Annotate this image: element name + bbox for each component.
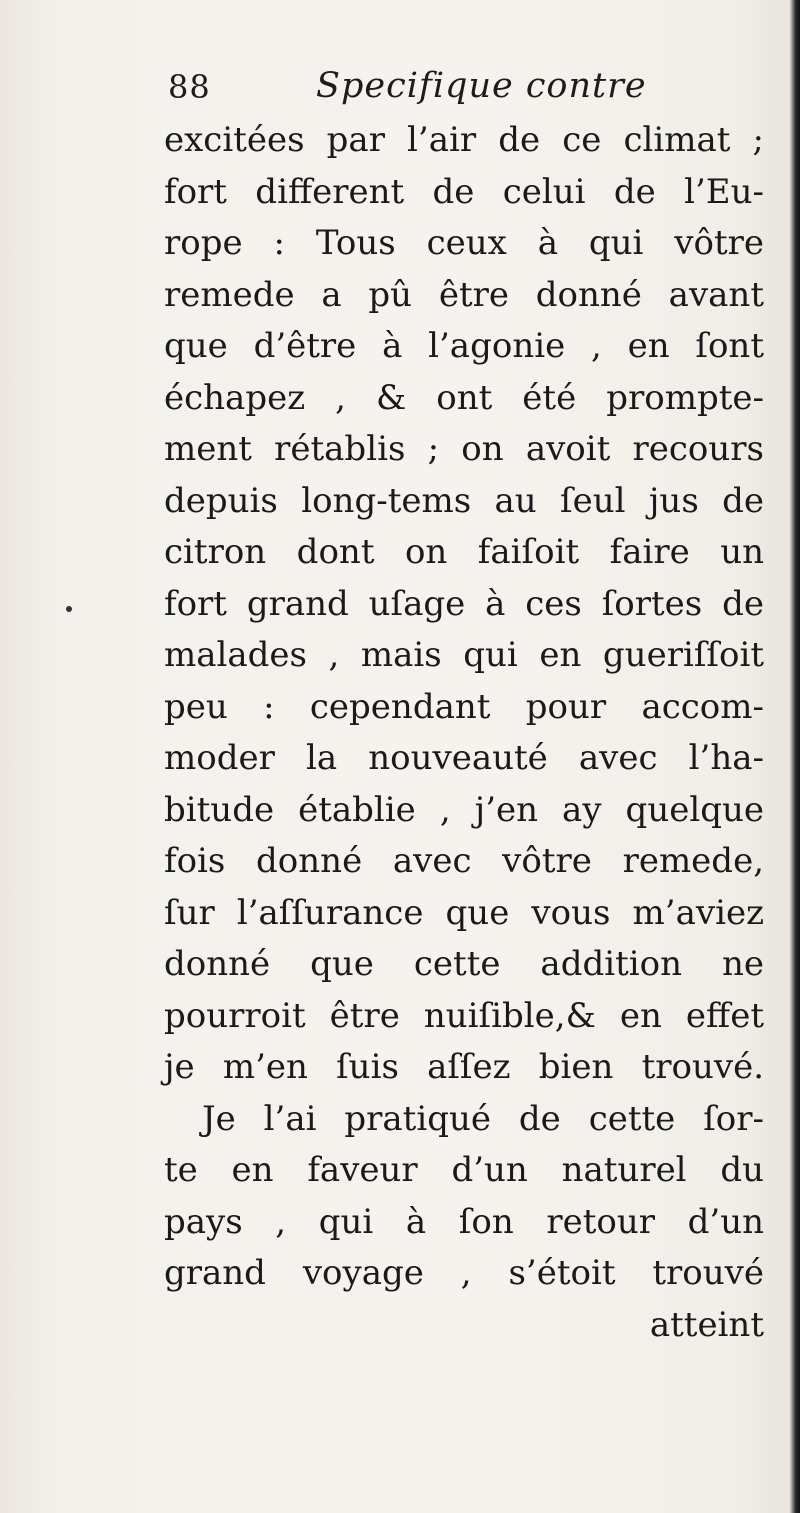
text-line: ſur l’aſſurance que vous m’aviez: [164, 892, 764, 933]
text-line: excitées par l’air de ce climat ;: [164, 120, 764, 160]
page-header: [168, 60, 768, 120]
text-line: grand voyage , s’étoit trouvé: [164, 1253, 764, 1293]
catchword: atteint: [649, 1304, 764, 1345]
text-line: pourroit être nuiſible,& en effet: [164, 995, 764, 1036]
text-line: fort grand uſage à ces ſortes de: [164, 583, 764, 624]
running-head: Specifique contre: [316, 66, 647, 106]
text-line: rope : Tous ceux à qui vôtre: [164, 223, 764, 263]
text-line: depuis long-tems au ſeul jus de: [164, 480, 764, 521]
text-line: pays , qui à ſon retour d’un: [164, 1201, 764, 1242]
text-line: peu : cependant pour accom-: [164, 686, 764, 727]
ink-speck: [66, 606, 72, 612]
paragraph-start-line: Je l’ai pratiqué de cette ſor-: [202, 1098, 764, 1139]
text-line: fois donné avec vôtre remede,: [164, 841, 764, 881]
text-line: donné que cette addition ne: [164, 944, 764, 984]
page-edge: [790, 0, 800, 1513]
text-line: que d’être à l’agonie , en ſont: [164, 326, 764, 366]
text-line: échapez , & ont été prompte-: [164, 377, 764, 418]
text-line: fort different de celui de l’Eu-: [164, 171, 764, 212]
text-line: moder la nouveauté avec l’ha-: [164, 738, 764, 778]
page-number: 88: [168, 68, 211, 106]
body-text: [164, 115, 764, 1351]
text-line: bitude établie , j’en ay quelque: [164, 789, 764, 830]
text-line: remede a pû être donné avant: [164, 274, 764, 315]
text-line: malades , mais qui en gueriſſoit: [164, 635, 764, 675]
text-line: je m’en ſuis aſſez bien trouvé.: [164, 1047, 764, 1087]
text-line: ment rétablis ; on avoit recours: [164, 429, 764, 469]
text-line: te en faveur d’un naturel du: [164, 1150, 764, 1190]
text-line: citron dont on faiſoit faire un: [164, 532, 764, 572]
